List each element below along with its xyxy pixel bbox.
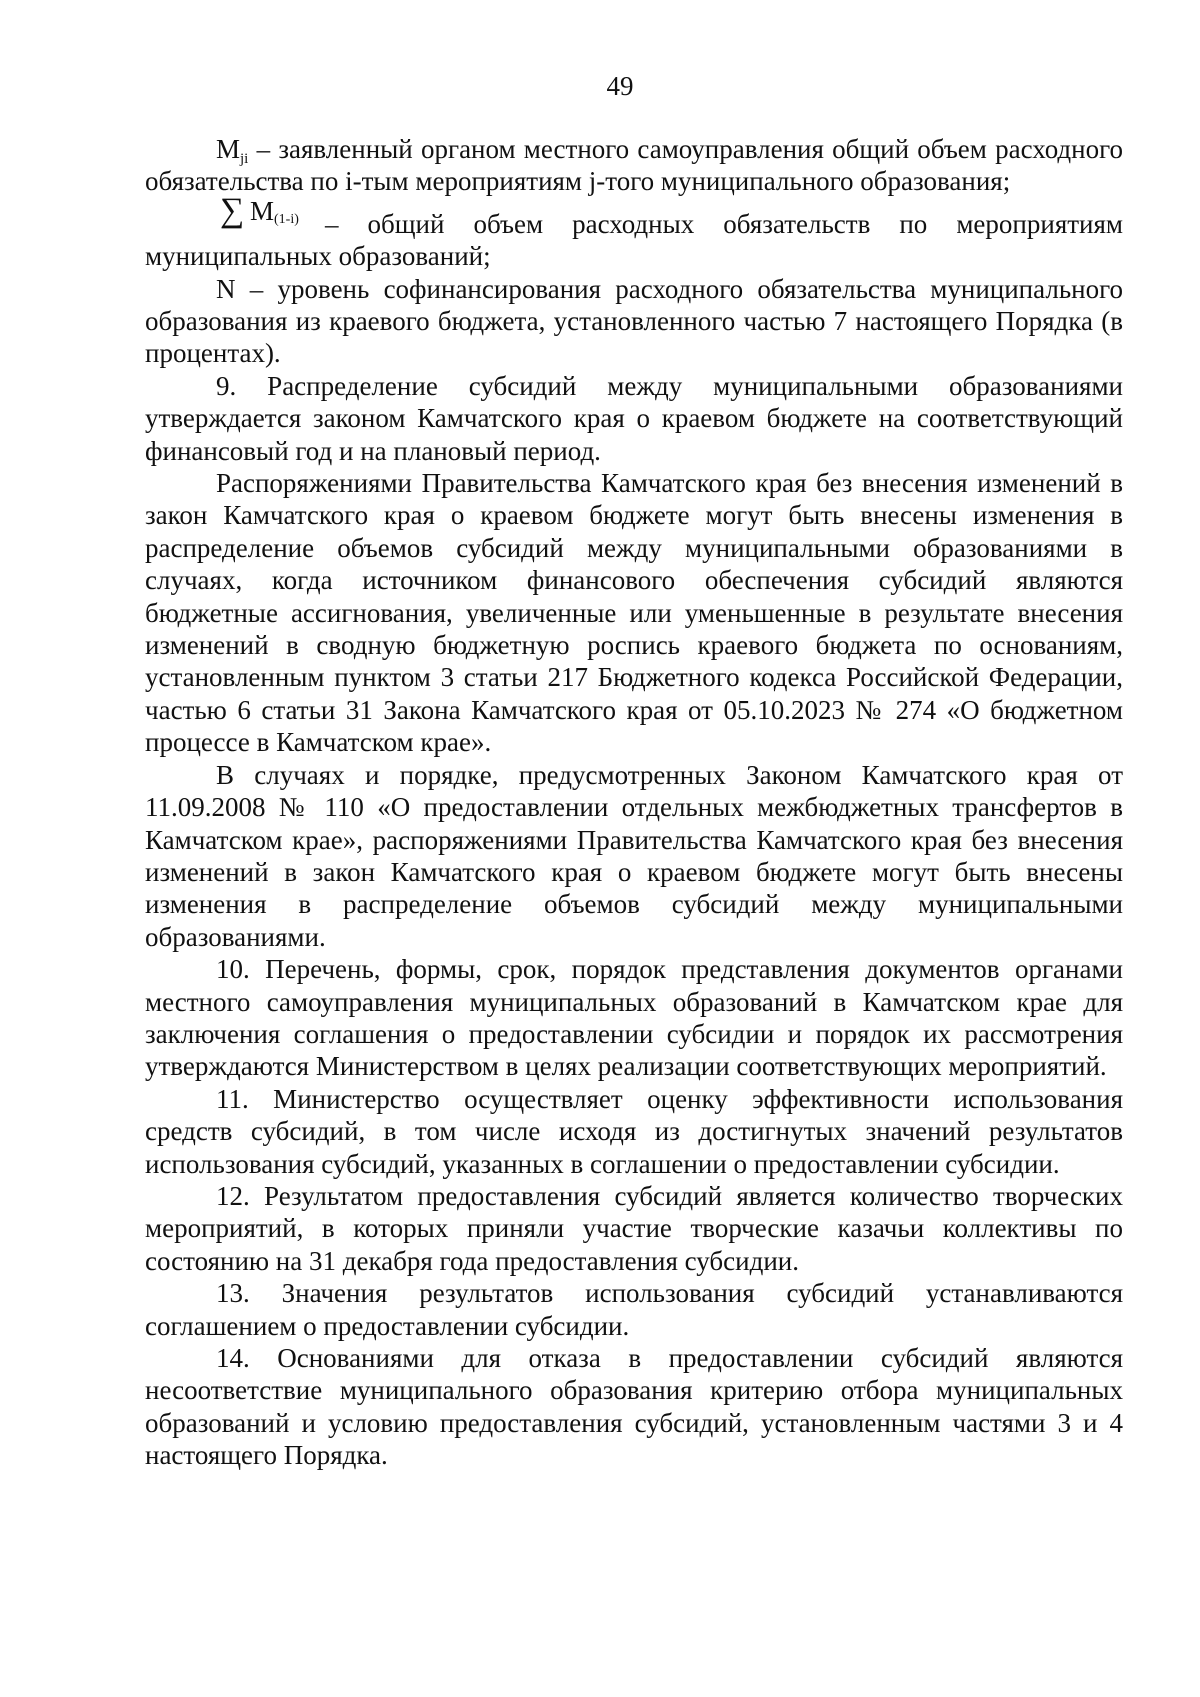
- paragraph-9: 9. Распределение субсидий между муниципальными образованиями утверждается законом Камчатского края о краевом бюджете на соответствующий финансовый год и на плановый период.: [145, 370, 1123, 466]
- formula-m-subscript: ji: [240, 151, 249, 167]
- paragraph-11: 11. Министерство осуществляет оценку эффективности использования средств субсидий, в том числе исходя из достигнутых значений результатов использования субсидий, указанных в соглашении о предоставлении субсидии.: [145, 1083, 1123, 1179]
- paragraph-14: 14. Основаниями для отказа в предоставлении субсидий являются несоответствие муниципального образования критерию отбора муниципальных образований и условию предоставления субсидий, установленным частями 3 и 4 настоящего Порядка.: [145, 1343, 1123, 1471]
- paragraph-10: 10. Перечень, формы, срок, порядок представления документов органами местного самоуправления муниципальных образований в Камчатском крае для заключения соглашения о предоставлении субсидии и порядок их рассмотрения утверждаются Министерством в целях реализации соответствующих мероприятий.: [145, 954, 1123, 1082]
- sum-m-term: [250, 196, 299, 235]
- sum-description: – общий объем расходных обязательств по мероприятиям: [325, 208, 1123, 239]
- sum-formula-line: [145, 191, 1123, 240]
- paragraph-mji-text: – заявленный органом местного самоуправления общий объем расходного обязательства по i-тым мероприятиям j-того муниципального образования;: [145, 134, 1124, 197]
- paragraph-12: 12. Результатом предоставления субсидий является количество творческих мероприятий, в которых приняли участие творческие казачьи коллективы по состоянию на 31 декабря года предоставления субсидии.: [145, 1180, 1123, 1276]
- paragraph-13: 13. Значения результатов использования субсидий устанавливаются соглашением о предоставлении субсидии.: [145, 1278, 1123, 1341]
- paragraph-9-part-2: Распоряжениями Правительства Камчатского края без внесения изменений в закон Камчатского края о краевом бюджете могут быть внесены изменения в распределение объемов субсидий между муниципальными образованиями в случаях, когда источником финансового обеспечения субсидий являются бюджетные ассигнования, увеличенные или уменьшенные в результате внесения изменений в сводную бюджетную роспись краевого бюджета по основаниям, установленным пунктом 3 статьи 217 Бюджетного кодекса Российской Федерации, частью 6 статьи 31 Закона Камчатского края от 05.10.2023 № 274 «О бюджетном процессе в Камчатском крае».: [145, 468, 1123, 758]
- sum-m-symbol: M: [250, 195, 275, 226]
- paragraph-9-part-3: В случаях и порядке, предусмотренных Законом Камчатского края от 11.09.2008 № 110 «О предоставлении отдельных межбюджетных трансфертов в Камчатском крае», распоряжениями Правительства Камчатского края без внесения изменений в закон Камчатского края о краевом бюджете могут быть внесены изменения в распределение объемов субсидий между муниципальными образованиями.: [145, 759, 1123, 952]
- formula-m-symbol: M: [216, 134, 241, 164]
- paragraph-n-definition: N – уровень софинансирования расходного обязательства муниципального образования из краевого бюджета, установленного частью 7 настоящего Порядка (в процентах).: [145, 273, 1123, 369]
- sum-description-continued: муниципальных образований;: [145, 241, 491, 272]
- paragraph-mji: [145, 133, 1123, 198]
- sum-m-subscript: (1-i): [274, 211, 299, 227]
- document-body: [145, 133, 1123, 1472]
- summation-sign: ∑: [220, 191, 245, 229]
- page-number: 49: [606, 71, 634, 101]
